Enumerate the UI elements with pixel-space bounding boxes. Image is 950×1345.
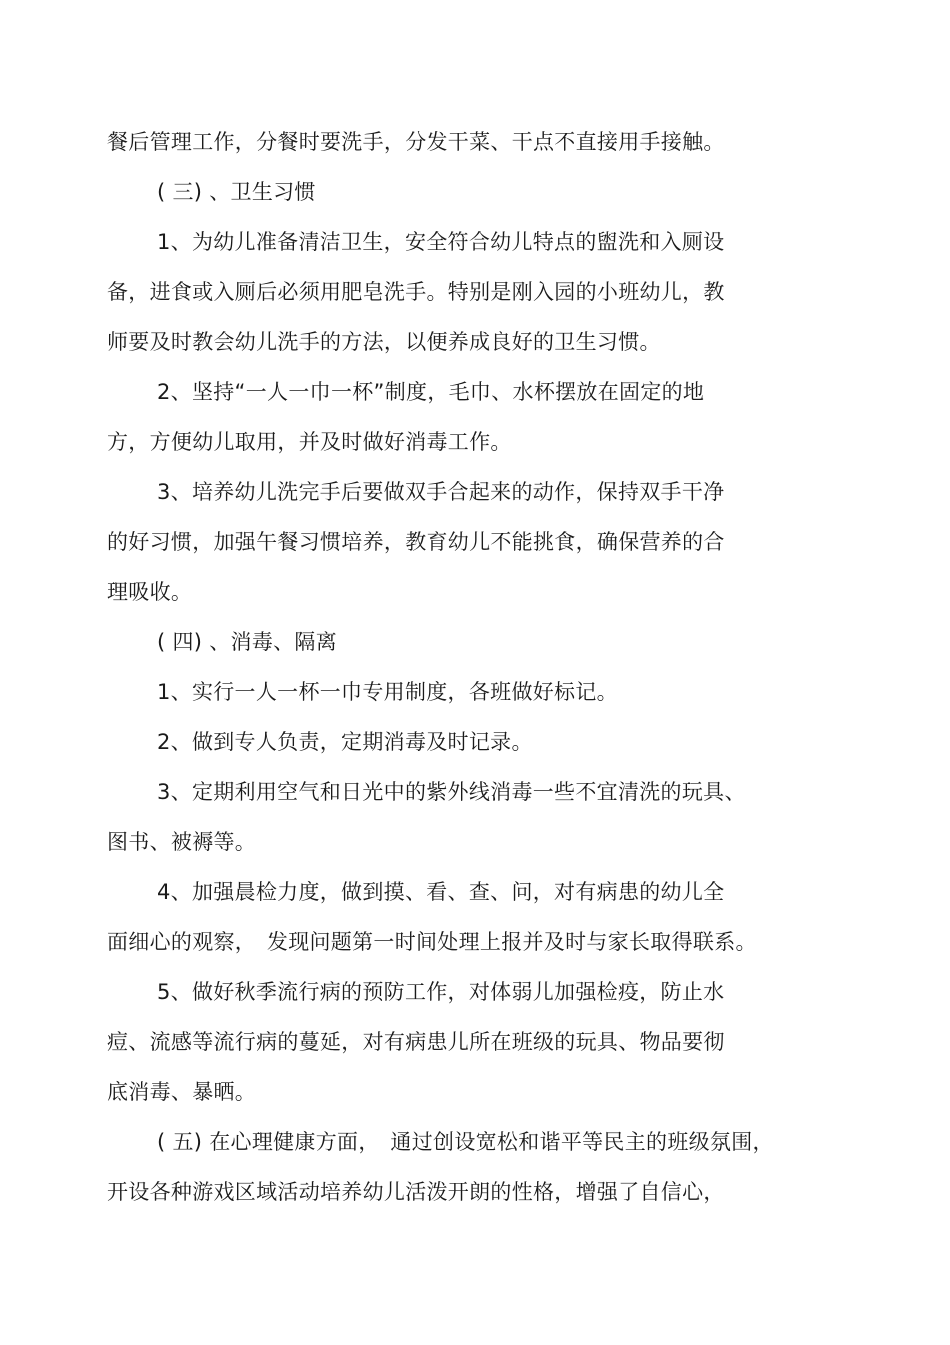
text-line: 备，进食或入厕后必须用肥皂洗手。特别是刚入园的小班幼儿，教 bbox=[107, 280, 725, 304]
section-heading: ( 五) 在心理健康方面， 通过创设宽松和谐平等民主的班级氛围， bbox=[157, 1130, 774, 1154]
text-line: 3、培养幼儿洗完手后要做双手合起来的动作，保持双手干净 bbox=[157, 480, 725, 504]
text-line: 图书、被褥等。 bbox=[107, 830, 257, 854]
text-line: 底消毒、暴晒。 bbox=[107, 1080, 257, 1104]
text-line: 1、为幼儿准备清洁卫生，安全符合幼儿特点的盥洗和入厕设 bbox=[157, 230, 725, 254]
text-line: 理吸收。 bbox=[107, 580, 193, 604]
text-line: 3、定期利用空气和日光中的紫外线消毒一些不宜清洗的玩具、 bbox=[157, 780, 746, 804]
text-line: 面细心的观察， 发现问题第一时间处理上报并及时与家长取得联系。 bbox=[107, 930, 757, 954]
text-line: 痘、流感等流行病的蔓延，对有病患儿所在班级的玩具、物品要彻 bbox=[107, 1030, 725, 1054]
section-heading: ( 三) 、卫生习惯 bbox=[157, 180, 316, 204]
text-line: 2、做到专人负责，定期消毒及时记录。 bbox=[157, 730, 533, 754]
text-line: 2、坚持“一人一巾一杯”制度，毛巾、水杯摆放在固定的地 bbox=[157, 380, 705, 404]
section-heading: ( 四) 、消毒、隔离 bbox=[157, 630, 338, 654]
text-line: 餐后管理工作，分餐时要洗手，分发干菜、干点不直接用手接触。 bbox=[107, 130, 725, 154]
text-line: 的好习惯，加强午餐习惯培养，教育幼儿不能挑食，确保营养的合 bbox=[107, 530, 725, 554]
text-line: 师要及时教会幼儿洗手的方法，以便养成良好的卫生习惯。 bbox=[107, 330, 661, 354]
text-line: 4、加强晨检力度，做到摸、看、查、问，对有病患的幼儿全 bbox=[157, 880, 725, 904]
text-line: 开设各种游戏区域活动培养幼儿活泼开朗的性格，增强了自信心， bbox=[107, 1180, 725, 1204]
text-line: 方，方便幼儿取用，并及时做好消毒工作。 bbox=[107, 430, 512, 454]
text-line: 5、做好秋季流行病的预防工作，对体弱儿加强检疫，防止水 bbox=[157, 980, 725, 1004]
text-line: 1、实行一人一杯一巾专用制度，各班做好标记。 bbox=[157, 680, 618, 704]
